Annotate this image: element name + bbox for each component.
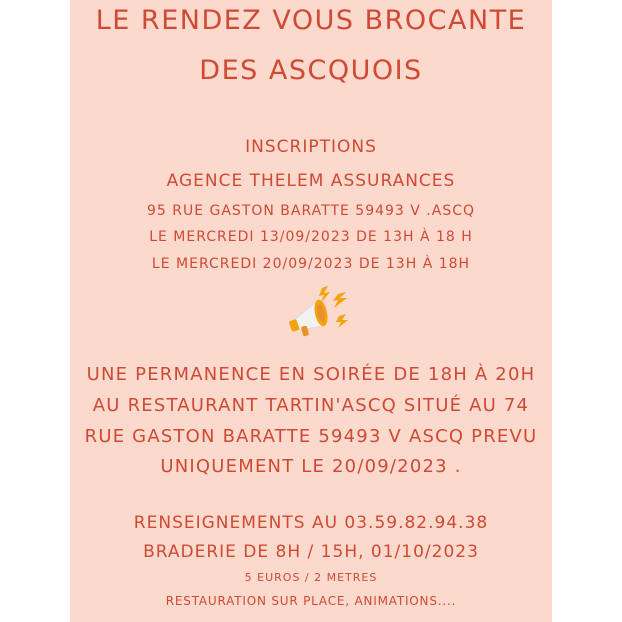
title-line-1: LE RENDEZ VOUS BROCANTE	[95, 5, 527, 36]
flyer-poster	[70, 0, 552, 622]
contact-phone: RENSEIGNEMENTS AU 03.59.82.94.38	[133, 513, 489, 533]
permanence-line-1: UNE PERMANENCE EN SOIRÉE DE 18H À 20H	[86, 364, 536, 385]
permanence-line-4: UNIQUEMENT LE 20/09/2023 .	[160, 456, 462, 477]
permanence-line-2: AU RESTAURANT TARTIN'ASCQ SITUÉ AU 74	[92, 395, 530, 416]
price-info: 5 EUROS / 2 METRES	[244, 571, 378, 584]
inscriptions-heading: INSCRIPTIONS	[245, 137, 377, 157]
inscription-date-2: LE MERCREDI 20/09/2023 DE 13H À 18H	[151, 256, 471, 272]
title-line-2: DES ASCQUOIS	[199, 55, 423, 86]
inscription-date-1: LE MERCREDI 13/09/2023 DE 13H À 18 H	[149, 229, 473, 245]
agency-address: 95 RUE GASTON BARATTE 59493 V .ASCQ	[146, 203, 476, 219]
braderie-date: BRADERIE DE 8H / 15H, 01/10/2023	[143, 542, 479, 562]
permanence-line-3: RUE GASTON BARATTE 59493 V ASCQ PREVU	[84, 426, 538, 447]
megaphone-icon	[284, 284, 354, 340]
agency-name: AGENCE THELEM ASSURANCES	[166, 171, 456, 191]
extras-info: RESTAURATION SUR PLACE, ANIMATIONS....	[165, 594, 457, 608]
